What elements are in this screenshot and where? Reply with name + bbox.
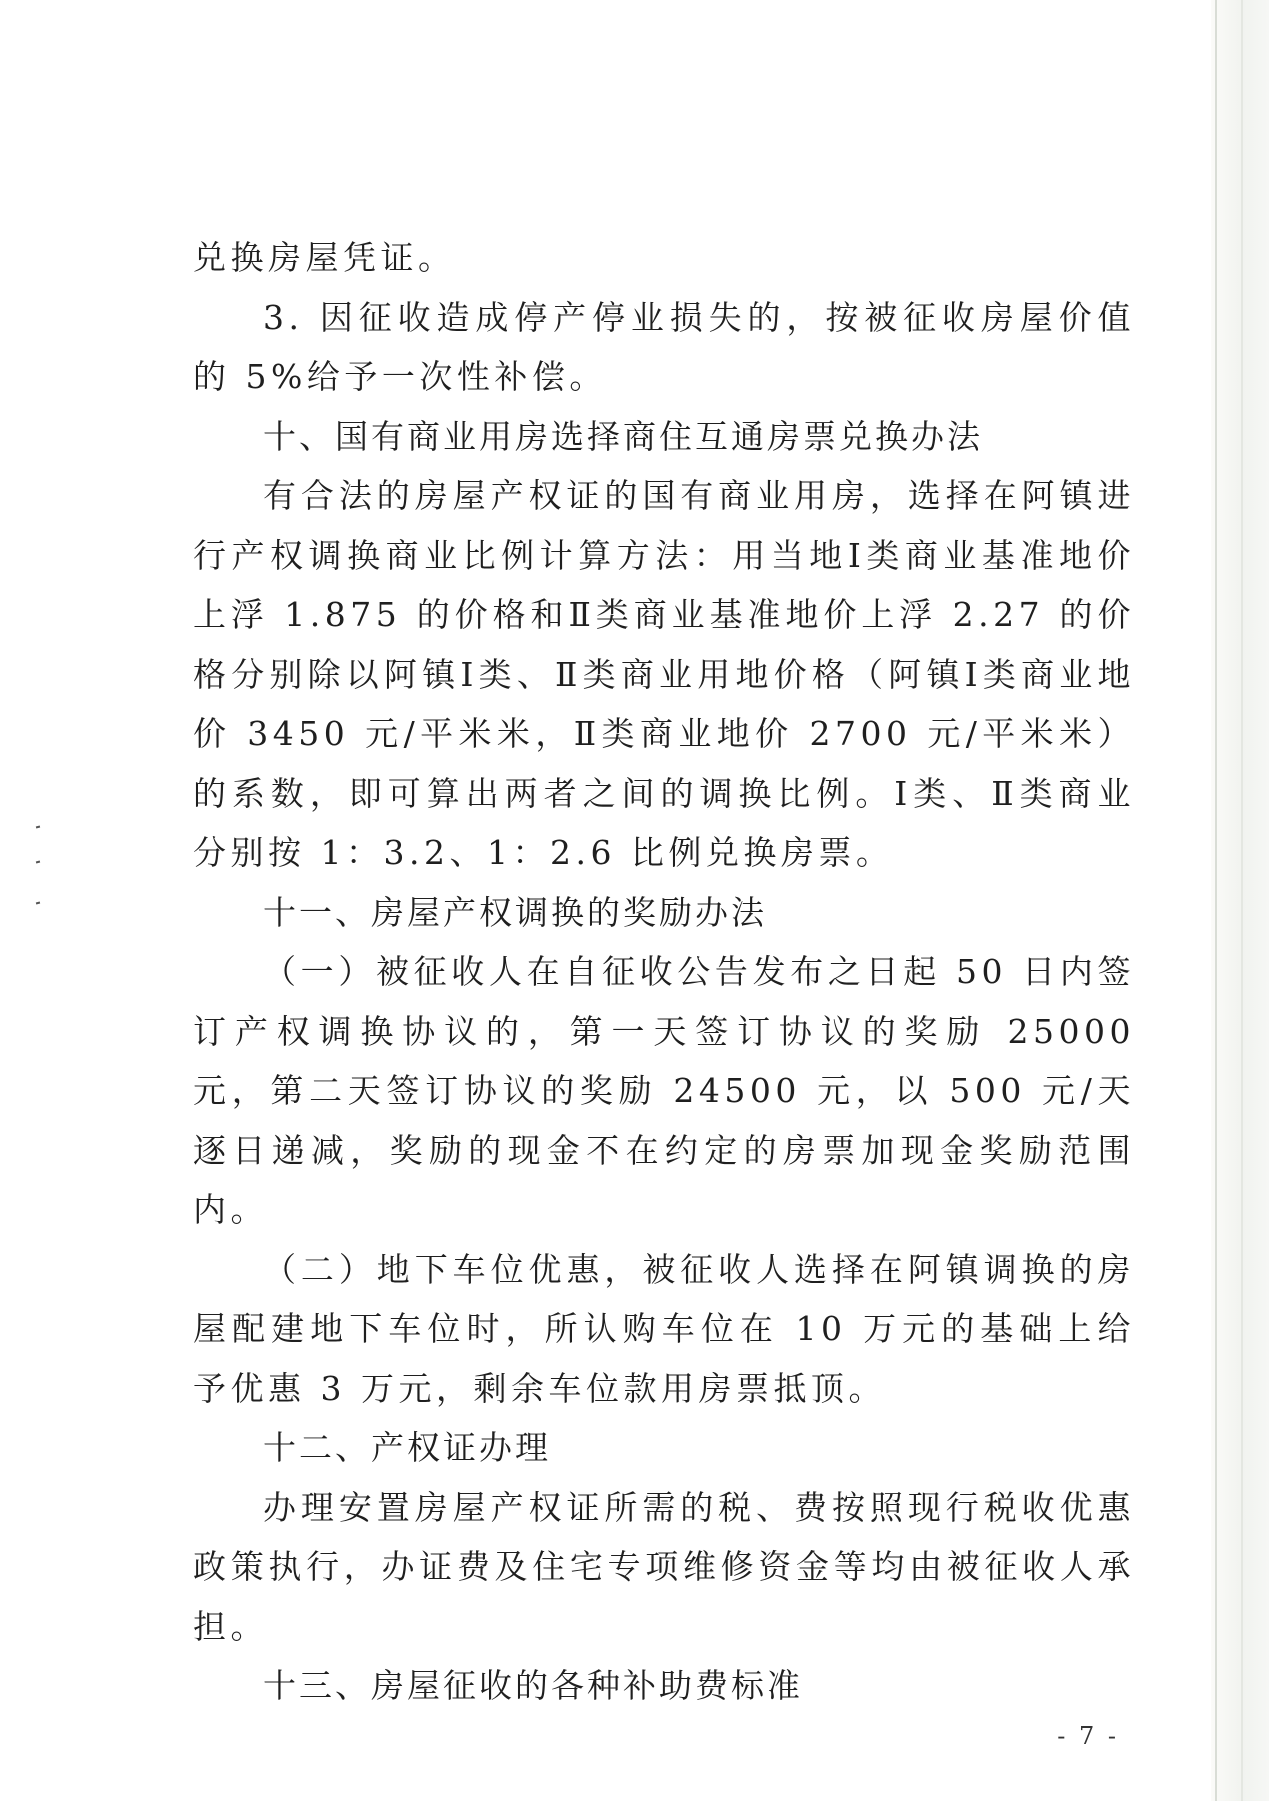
edge-line [1241, 0, 1243, 1801]
edge-line [1215, 0, 1217, 1801]
page-edge-shadow [1211, 0, 1269, 1801]
continuation-text: 兑换房屋凭证。 [193, 238, 456, 277]
section-12-body: 办理安置房屋产权证所需的税、费按照现行税收优惠政策执行，办证费及住宅专项维修资金等均由被征收人承担。 [193, 1487, 1135, 1646]
section-11-heading: 十一、房屋产权调换的奖励办法 [263, 892, 767, 932]
section-11-item-1: （一）被征收人在自征收公告发布之日起 50 日内签订产权调换协议的，第一天签订协议的奖励 25000 元，第二天签订协议的奖励 24500 元，以 500 元/天逐日递减，奖励的现金不在约定的房票加现金奖励范围内。 [193, 952, 1135, 1229]
section-12-heading: 十二、产权证办理 [263, 1428, 551, 1467]
scan-mark [36, 861, 40, 864]
page-number: - 7 - [1057, 1722, 1119, 1750]
document-body [193, 228, 1135, 1716]
scan-mark [36, 902, 40, 905]
section-10-heading: 十、国有商业用房选择商住互通房票兑换办法 [263, 416, 983, 456]
item-3-paragraph: 3. 因征收造成停产停业损失的，按被征收房屋价值的 5%给予一次性补偿。 [193, 297, 1135, 396]
section-11-item-2: （二）地下车位优惠，被征收人选择在阿镇调换的房屋配建地下车位时，所认购车位在 10 万元的基础上给予优惠 3 万元，剩余车位款用房票抵顶。 [193, 1249, 1135, 1408]
scan-mark [36, 826, 40, 829]
section-13-heading: 十三、房屋征收的各种补助费标准 [263, 1666, 803, 1705]
section-10-body: 有合法的房屋产权证的国有商业用房，选择在阿镇进行产权调换商业比例计算方法：用当地Ⅰ类商业基准地价上浮 1.875 的价格和Ⅱ类商业基准地价上浮 2.27 的价格分别除以阿镇Ⅰ类、Ⅱ类商业用地价格（阿镇Ⅰ类商业地价 3450 元/平米米，Ⅱ类商业地价 2700 元/平米米）的系数，即可算出两者之间的调换比例。Ⅰ类、Ⅱ类商业分别按 1：3.2、1：2.6 比例兑换房票。 [193, 476, 1135, 872]
